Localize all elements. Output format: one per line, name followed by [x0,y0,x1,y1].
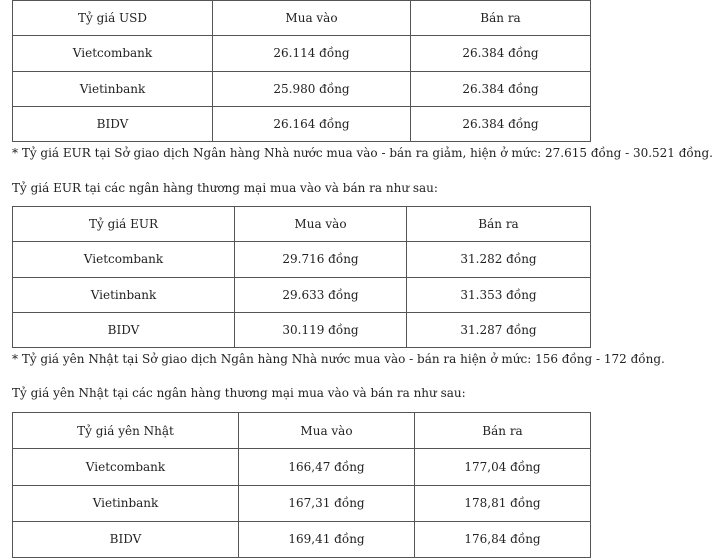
buy-rate-cell: 167,31 đồng [239,485,415,521]
table-row [13,242,591,277]
bank-name-cell: Vietcombank [13,242,235,277]
table-row [13,36,591,71]
header-cell: Mua vào [213,1,411,36]
header-cell: Tỷ giá yên Nhật [13,413,239,449]
table-row [13,312,591,347]
buy-rate-cell: 29.633 đồng [235,277,407,312]
table-row [13,449,591,485]
sell-rate-cell: 26.384 đồng [411,106,591,141]
jpy-commercial-banks-intro: Tỷ giá yên Nhật tại các ngân hàng thương mại mua vào và bán ra như sau: [12,386,466,400]
buy-rate-cell: 26.164 đồng [213,106,411,141]
bank-name-cell: BIDV [13,521,239,557]
table-header-row [13,413,591,449]
table-row [13,485,591,521]
sell-rate-cell: 178,81 đồng [415,485,591,521]
sell-rate-cell: 31.282 đồng [407,242,591,277]
sell-rate-cell: 31.353 đồng [407,277,591,312]
header-cell: Mua vào [239,413,415,449]
buy-rate-cell: 29.716 đồng [235,242,407,277]
header-cell: Mua vào [235,207,407,242]
usd-rate-table [12,0,591,142]
bank-name-cell: BIDV [13,106,213,141]
eur-commercial-banks-intro: Tỷ giá EUR tại các ngân hàng thương mại mua vào và bán ra như sau: [12,181,438,195]
bank-name-cell: Vietinbank [13,485,239,521]
table-header-row [13,1,591,36]
sell-rate-cell: 26.384 đồng [411,71,591,106]
bank-name-cell: Vietinbank [13,277,235,312]
bank-name-cell: Vietcombank [13,449,239,485]
table-row [13,277,591,312]
sell-rate-cell: 176,84 đồng [415,521,591,557]
buy-rate-cell: 169,41 đồng [239,521,415,557]
buy-rate-cell: 26.114 đồng [213,36,411,71]
header-cell: Tỷ giá USD [13,1,213,36]
header-cell: Bán ra [407,207,591,242]
sell-rate-cell: 26.384 đồng [411,36,591,71]
bank-name-cell: Vietcombank [13,36,213,71]
jpy-state-bank-note: * Tỷ giá yên Nhật tại Sở giao dịch Ngân hàng Nhà nước mua vào - bán ra hiện ở mức: 156 đồng - 172 đồng. [12,352,665,366]
eur-state-bank-note: * Tỷ giá EUR tại Sở giao dịch Ngân hàng Nhà nước mua vào - bán ra giảm, hiện ở mức: 27.615 đồng - 30.521 đồng. [12,146,713,160]
sell-rate-cell: 31.287 đồng [407,312,591,347]
bank-name-cell: Vietinbank [13,71,213,106]
table-header-row [13,207,591,242]
buy-rate-cell: 30.119 đồng [235,312,407,347]
header-cell: Bán ra [415,413,591,449]
jpy-rate-table [12,412,591,558]
table-row [13,106,591,141]
eur-rate-table [12,206,591,348]
buy-rate-cell: 166,47 đồng [239,449,415,485]
header-cell: Tỷ giá EUR [13,207,235,242]
table-row [13,71,591,106]
sell-rate-cell: 177,04 đồng [415,449,591,485]
table-row [13,521,591,557]
bank-name-cell: BIDV [13,312,235,347]
buy-rate-cell: 25.980 đồng [213,71,411,106]
header-cell: Bán ra [411,1,591,36]
